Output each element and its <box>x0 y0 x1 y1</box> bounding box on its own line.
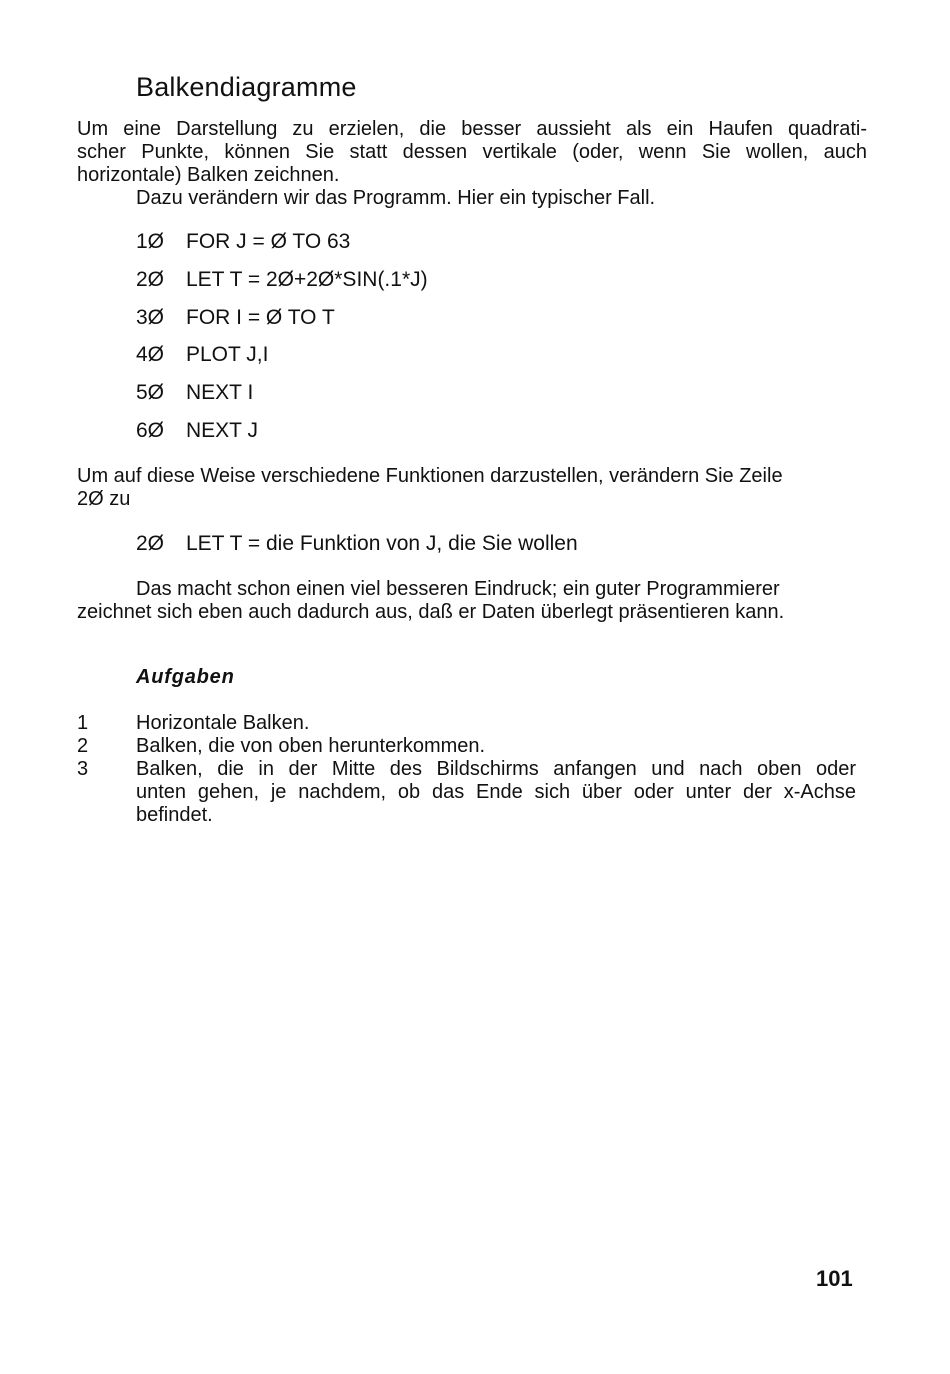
task-text <box>136 758 856 827</box>
program-line <box>136 381 253 405</box>
program-line <box>136 343 268 367</box>
basic-statement: FOR J = Ø TO 63 <box>186 230 351 253</box>
task-text <box>136 735 856 758</box>
basic-statement: LET T = die Funktion von J, die Sie wollen <box>186 532 578 555</box>
program-line <box>136 268 428 292</box>
page-number: 101 <box>816 1266 853 1291</box>
closing-line: zeichnet sich eben auch dadurch aus, daß er Daten überlegt präsentieren kann. <box>77 601 785 623</box>
intro-line: scher Punkte, können Sie statt dessen vertikale (oder, wenn Sie wollen, auch <box>77 141 867 163</box>
line-number: 3Ø <box>136 306 165 329</box>
line-number: 6Ø <box>136 419 165 442</box>
explain-paragraph <box>77 465 867 511</box>
tasks-title: Aufgaben <box>136 666 235 688</box>
basic-statement: NEXT J <box>186 419 258 442</box>
basic-statement: LET T = 2Ø+2Ø*SIN(.1*J) <box>186 268 428 291</box>
intro-paragraph <box>77 118 867 210</box>
task-line: Horizontale Balken. <box>136 712 310 734</box>
basic-statement: PLOT J,I <box>186 343 269 366</box>
task-line: Balken, die von oben herunterkommen. <box>136 735 486 757</box>
closing-line: Das macht schon einen viel besseren Eindruck; ein guter Programmierer <box>136 578 780 600</box>
line-number: 5Ø <box>136 381 165 404</box>
line-number: 1Ø <box>136 230 165 253</box>
task-line: unten gehen, je nachdem, ob das Ende sich über oder unter der x-Achse <box>136 781 856 803</box>
line-number: 4Ø <box>136 343 165 366</box>
section-heading: Balkendiagramme <box>136 72 357 102</box>
explain-line: 2Ø zu <box>77 488 131 510</box>
task-number: 3 <box>77 758 89 780</box>
program-line <box>136 306 335 330</box>
line-number: 2Ø <box>136 532 165 555</box>
program-line <box>136 230 350 254</box>
task-line: befindet. <box>136 804 213 826</box>
task-line: Balken, die in der Mitte des Bildschirms anfangen und nach oben oder <box>136 758 856 780</box>
explain-line: Um auf diese Weise verschiedene Funktionen darzustellen, verändern Sie Zeile <box>77 465 783 487</box>
intro-continuation: Dazu verändern wir das Programm. Hier ein typischer Fall. <box>136 187 656 209</box>
line-number: 2Ø <box>136 268 165 291</box>
basic-statement: FOR I = Ø TO T <box>186 306 335 329</box>
task-number: 2 <box>77 735 89 757</box>
closing-paragraph <box>77 578 867 624</box>
program-line <box>136 419 258 443</box>
program-line-alternative <box>136 532 578 556</box>
intro-line: Um eine Darstellung zu erzielen, die besser aussieht als ein Haufen quadrati- <box>77 118 867 140</box>
intro-line: horizontale) Balken zeichnen. <box>77 164 340 186</box>
task-number: 1 <box>77 712 89 734</box>
basic-statement: NEXT I <box>186 381 254 404</box>
task-text <box>136 712 856 735</box>
